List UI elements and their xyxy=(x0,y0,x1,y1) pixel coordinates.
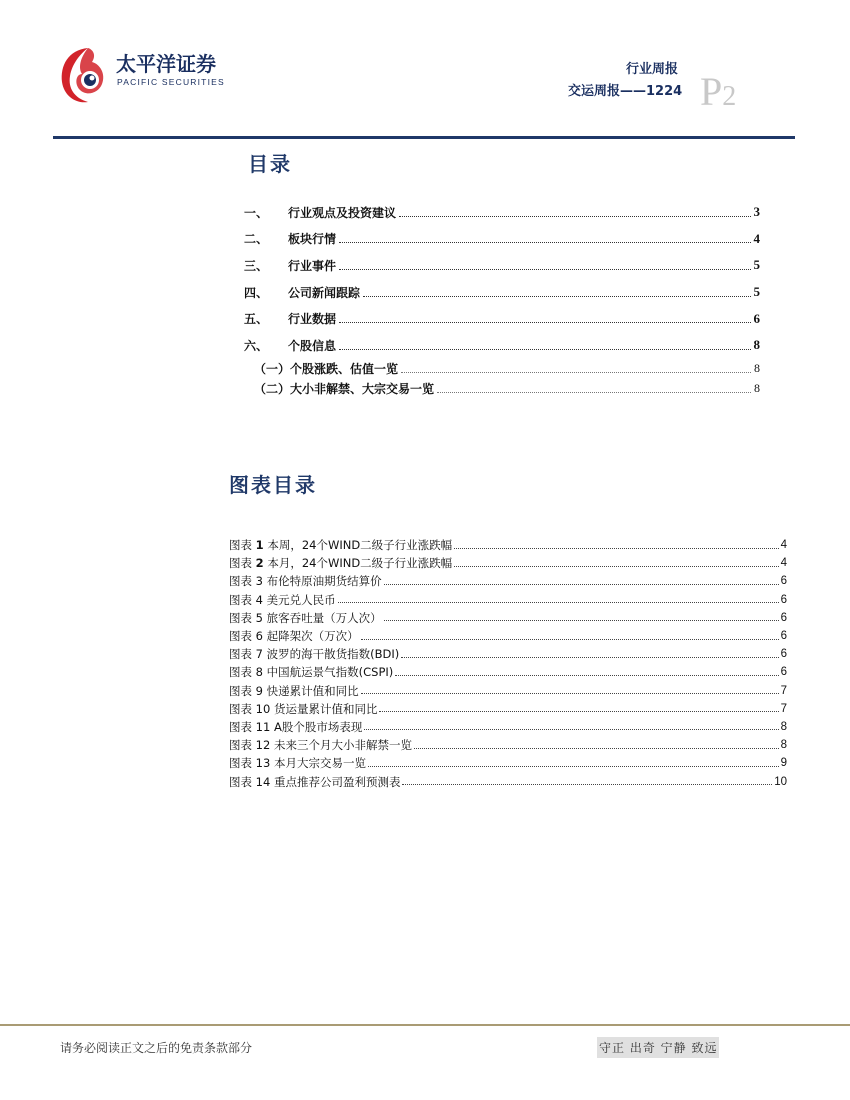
figure-label xyxy=(229,719,362,735)
toc-sub-list xyxy=(254,358,760,398)
figure-label xyxy=(229,555,452,571)
figure-list-item[interactable] xyxy=(229,736,787,754)
toc-item-page: 5 xyxy=(753,284,760,300)
figure-leader-dots xyxy=(361,693,779,694)
toc-item[interactable] xyxy=(244,332,760,359)
figure-title: 货运量累计值和同比 xyxy=(273,701,378,716)
figure-list-item[interactable] xyxy=(229,609,787,627)
figure-title: 波罗的海干散货指数(BDI) xyxy=(266,647,400,662)
toc-subitem-title: （二）大小非解禁、大宗交易一览 xyxy=(254,381,435,396)
brand-name-en: PACIFIC SECURITIES xyxy=(117,77,225,87)
figure-list-item[interactable] xyxy=(229,663,787,681)
figure-leader-dots xyxy=(384,620,779,621)
figure-list-heading: 图表目录 xyxy=(229,473,317,497)
toc-list xyxy=(244,199,760,359)
figure-leader-dots xyxy=(338,602,779,603)
figure-leader-dots xyxy=(454,548,778,549)
toc-leader-dots xyxy=(437,392,751,393)
toc-item-number: 二、 xyxy=(244,232,269,247)
figure-prefix: 图表 xyxy=(229,592,252,607)
figure-number: 13 xyxy=(255,756,271,771)
toc-leader-dots xyxy=(363,296,750,297)
figure-page: 6 xyxy=(780,630,787,643)
figure-list-item[interactable] xyxy=(229,591,787,609)
figure-number: 12 xyxy=(255,738,271,753)
figure-prefix: 图表 xyxy=(229,647,252,662)
page-marker-letter: P xyxy=(700,69,723,114)
figure-number: 8 xyxy=(255,665,263,680)
figure-list-item[interactable] xyxy=(229,700,787,718)
figure-list-item[interactable] xyxy=(229,554,787,572)
company-logo xyxy=(58,44,228,108)
header-divider xyxy=(53,136,795,139)
figure-list-item[interactable] xyxy=(229,627,787,645)
figure-label xyxy=(229,683,359,699)
figure-title: 重点推荐公司盈利预测表 xyxy=(273,774,401,789)
figure-leader-dots xyxy=(361,639,779,640)
page-marker xyxy=(700,69,737,114)
toc-item-page: 8 xyxy=(753,337,760,353)
figure-prefix: 图表 xyxy=(229,701,252,716)
figure-title: 快递累计值和同比 xyxy=(266,683,359,698)
figure-label xyxy=(229,646,399,662)
figure-page: 6 xyxy=(780,648,787,661)
toc-item[interactable] xyxy=(244,252,760,279)
toc-leader-dots xyxy=(399,216,750,217)
figure-leader-dots xyxy=(402,784,772,785)
figure-number: 14 xyxy=(255,774,271,789)
footer-motto: 守正 出奇 宁静 致远 xyxy=(597,1037,719,1058)
toc-item-title: 行业观点及投资建议 xyxy=(288,205,397,220)
figure-title: A股个股市场表现 xyxy=(273,719,363,734)
toc-subitem-page: 8 xyxy=(754,380,760,395)
figure-page: 4 xyxy=(780,539,787,552)
figure-page: 7 xyxy=(780,684,787,697)
toc-item[interactable] xyxy=(244,279,760,306)
figure-page: 8 xyxy=(780,739,787,752)
figure-leader-dots xyxy=(384,584,779,585)
toc-subitem[interactable] xyxy=(254,358,760,378)
figure-leader-dots xyxy=(395,675,778,676)
figure-prefix: 图表 xyxy=(229,665,252,680)
figure-prefix: 图表 xyxy=(229,629,252,644)
toc-item[interactable] xyxy=(244,305,760,332)
figure-title: 本周，24个WIND二级子行业涨跌幅 xyxy=(267,538,453,553)
footer-divider xyxy=(0,1024,850,1026)
toc-subitem-page: 8 xyxy=(754,360,760,375)
figure-title: 起降架次（万次） xyxy=(266,629,359,644)
toc-item-title: 板块行情 xyxy=(288,232,337,247)
figure-title: 旅客吞吐量（万人次） xyxy=(266,610,382,625)
figure-list-item[interactable] xyxy=(229,682,787,700)
figure-page: 9 xyxy=(780,757,787,770)
figure-list-item[interactable] xyxy=(229,536,787,554)
figure-list-item[interactable] xyxy=(229,572,787,590)
figure-page: 10 xyxy=(774,775,787,788)
toc-item-title: 公司新闻跟踪 xyxy=(288,285,361,300)
figure-title: 本月大宗交易一览 xyxy=(273,756,366,771)
figure-number: 9 xyxy=(255,683,263,698)
figure-label xyxy=(229,592,336,608)
toc-item-number: 三、 xyxy=(244,258,269,273)
figure-title: 本月，24个WIND二级子行业涨跌幅 xyxy=(267,556,453,571)
figure-number: 5 xyxy=(255,610,263,625)
figure-prefix: 图表 xyxy=(229,719,252,734)
figure-title: 未来三个月大小非解禁一览 xyxy=(273,738,412,753)
figure-list-item[interactable] xyxy=(229,754,787,772)
figure-number: 7 xyxy=(255,647,263,662)
toc-item-number: 四、 xyxy=(244,285,269,300)
toc-item-number: 一、 xyxy=(244,205,269,220)
figure-leader-dots xyxy=(454,566,778,567)
figure-list-item[interactable] xyxy=(229,718,787,736)
toc-item-title: 行业事件 xyxy=(288,258,337,273)
toc-subitem[interactable] xyxy=(254,378,760,398)
figure-label xyxy=(229,737,412,753)
figure-number: 3 xyxy=(255,574,263,589)
figure-number: 1 xyxy=(255,538,264,553)
page-number: 2 xyxy=(722,81,737,112)
toc-item-number: 六、 xyxy=(244,338,269,353)
figure-page: 6 xyxy=(780,575,787,588)
logo-emblem-icon xyxy=(58,44,108,108)
figure-leader-dots xyxy=(414,748,779,749)
figure-prefix: 图表 xyxy=(229,556,252,571)
brand-name-cn: 太平洋证券 xyxy=(116,52,216,76)
toc-item-page: 6 xyxy=(753,310,760,326)
figure-label xyxy=(229,537,452,553)
figure-label xyxy=(229,628,359,644)
figure-label xyxy=(229,701,377,717)
toc-item-page: 3 xyxy=(753,204,760,220)
figure-number: 2 xyxy=(255,556,264,571)
figure-label xyxy=(229,610,382,626)
toc-item[interactable] xyxy=(244,226,760,253)
toc-item-page: 4 xyxy=(753,230,760,246)
figure-prefix: 图表 xyxy=(229,610,252,625)
figure-leader-dots xyxy=(379,711,778,712)
report-category: 行业周报 xyxy=(626,62,679,77)
figure-title: 布伦特原油期货结算价 xyxy=(266,574,382,589)
toc-heading: 目录 xyxy=(248,152,292,176)
toc-leader-dots xyxy=(339,349,750,350)
toc-item-page: 5 xyxy=(753,257,760,273)
figure-prefix: 图表 xyxy=(229,756,252,771)
figure-label xyxy=(229,774,400,790)
footer-disclaimer: 请务必阅读正文之后的免责条款部分 xyxy=(60,1041,253,1055)
toc-leader-dots xyxy=(339,269,750,270)
figure-leader-dots xyxy=(368,766,779,767)
figure-label xyxy=(229,664,393,680)
toc-item-number: 五、 xyxy=(244,312,269,327)
figure-prefix: 图表 xyxy=(229,683,252,698)
toc-leader-dots xyxy=(401,372,751,373)
figure-list-item[interactable] xyxy=(229,645,787,663)
report-title: 交运周报——1224 xyxy=(568,84,683,99)
toc-subitem-title: （一）个股涨跌、估值一览 xyxy=(254,361,399,376)
figure-page: 7 xyxy=(780,702,787,715)
figure-number: 6 xyxy=(255,629,263,644)
figure-number: 4 xyxy=(255,592,263,607)
figure-title: 美元兑人民币 xyxy=(266,592,336,607)
figure-page: 6 xyxy=(780,666,787,679)
toc-item-title: 个股信息 xyxy=(288,338,337,353)
figure-leader-dots xyxy=(364,729,778,730)
toc-item[interactable] xyxy=(244,199,760,226)
figure-title: 中国航运景气指数(CSPI) xyxy=(266,665,394,680)
figure-page: 6 xyxy=(780,593,787,606)
figure-page: 8 xyxy=(780,720,787,733)
figure-prefix: 图表 xyxy=(229,538,252,553)
figure-list-item[interactable] xyxy=(229,772,787,790)
figure-label xyxy=(229,755,366,771)
figure-page: 4 xyxy=(780,557,787,570)
toc-leader-dots xyxy=(339,322,750,323)
figure-number: 11 xyxy=(255,719,271,734)
figure-leader-dots xyxy=(401,657,778,658)
figure-list xyxy=(229,536,787,791)
toc-item-title: 行业数据 xyxy=(288,312,337,327)
figure-page: 6 xyxy=(780,611,787,624)
figure-prefix: 图表 xyxy=(229,738,252,753)
figure-label xyxy=(229,573,382,589)
toc-leader-dots xyxy=(339,242,750,243)
figure-prefix: 图表 xyxy=(229,574,252,589)
figure-number: 10 xyxy=(255,701,271,716)
figure-prefix: 图表 xyxy=(229,774,252,789)
